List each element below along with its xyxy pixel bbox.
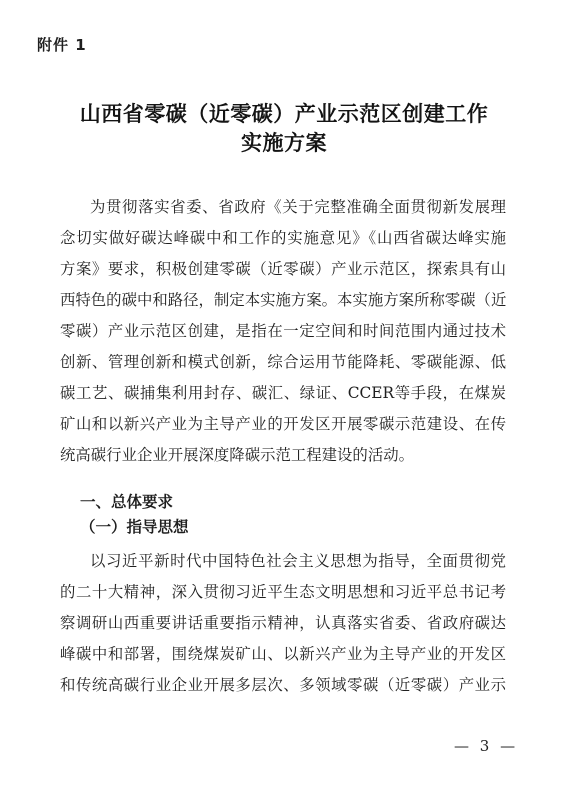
guiding-paragraph-line: 峰碳中和部署，围绕煤炭矿山、以新兴产业为主导产业的开发区 [60, 645, 506, 663]
intro-paragraph-line: 零碳）产业示范区创建，是指在一定空间和时间范围内通过技术 [60, 322, 506, 340]
intro-paragraph-line: 西特色的碳中和路径，制定本实施方案。本实施方案所称零碳（近 [60, 291, 506, 309]
intro-paragraph-line: 方案》要求，积极创建零碳（近零碳）产业示范区，探索具有山 [60, 260, 506, 278]
document-title-line-2: 实施方案 [241, 131, 327, 155]
intro-paragraph-line: 碳工艺、碳捕集利用封存、碳汇、绿证、CCER等手段，在煤炭 [60, 384, 506, 402]
guiding-paragraph-line: 察调研山西重要讲话重要指示精神，认真落实省委、省政府碳达 [60, 614, 506, 632]
attachment-label: 附件 1 [37, 36, 87, 54]
page-number: — 3 — [454, 737, 519, 755]
guiding-paragraph-line: 的二十大精神，深入贯彻习近平生态文明思想和习近平总书记考 [60, 583, 506, 601]
document-title-line-1: 山西省零碳（近零碳）产业示范区创建工作 [79, 102, 489, 126]
intro-paragraph-line: 矿山和以新兴产业为主导产业的开发区开展零碳示范建设、在传 [60, 415, 506, 433]
section-heading: 一、总体要求 [80, 493, 174, 511]
guiding-paragraph-line: 以习近平新时代中国特色社会主义思想为指导，全面贯彻党 [90, 552, 506, 570]
intro-paragraph-line: 创新、管理创新和模式创新，综合运用节能降耗、零碳能源、低 [60, 353, 506, 371]
guiding-paragraph-line: 和传统高碳行业企业开展多层次、多领域零碳（近零碳）产业示 [60, 676, 506, 694]
subsection-heading: （一）指导思想 [80, 518, 189, 536]
intro-paragraph-line: 统高碳行业企业开展深度降碳示范工程建设的活动。 [60, 446, 414, 464]
intro-paragraph-line: 念切实做好碳达峰碳中和工作的实施意见》《山西省碳达峰实施 [60, 229, 506, 247]
intro-paragraph-line: 为贯彻落实省委、省政府《关于完整准确全面贯彻新发展理 [90, 198, 506, 216]
